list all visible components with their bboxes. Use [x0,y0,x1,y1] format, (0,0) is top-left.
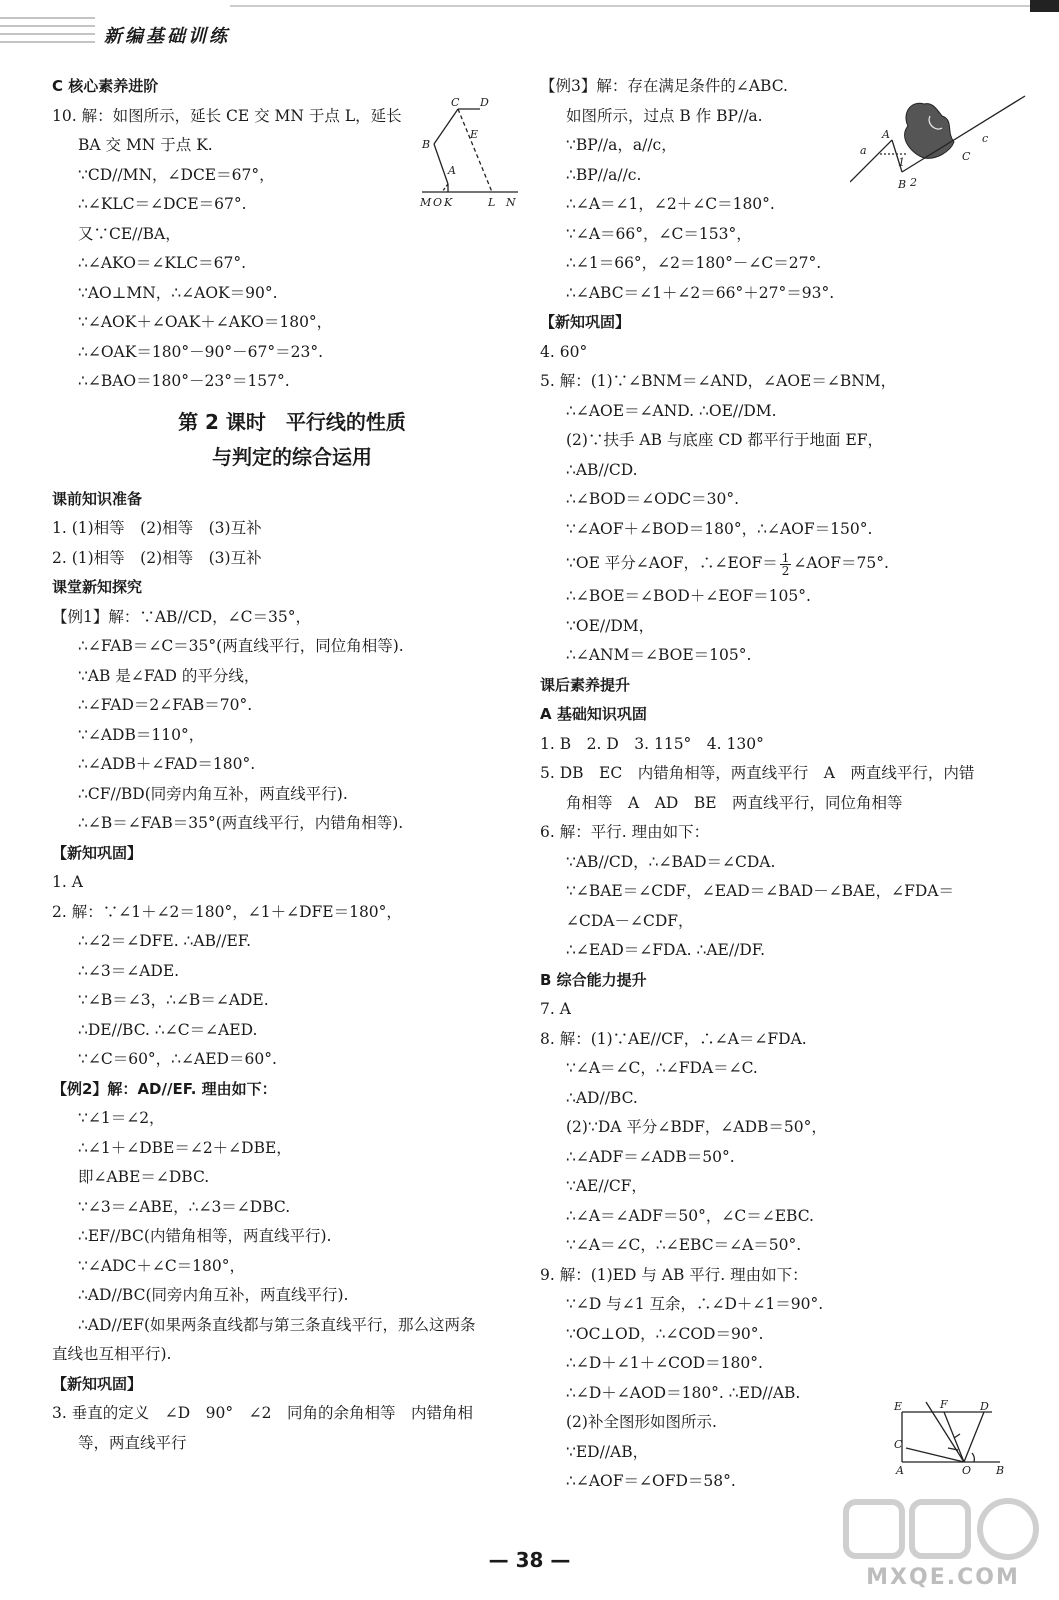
text-line: 2. (1)相等 (2)相等 (3)互补 [52,548,262,567]
text-line: ∴∠BAO＝180°－23°＝157°. [78,372,290,390]
text-line: 9. 解：(1)ED 与 AB 平行. 理由如下： [540,1265,808,1284]
section-heading: 【新知巩固】 [52,843,143,862]
text-line: ∴AD//BC(同旁内角互补，两直线平行). [78,1286,349,1304]
figure-problem-9 [888,1398,1018,1476]
page-number: — 38 — [488,1548,571,1572]
text-line: 【例1】解：∵AB//CD，∠C＝35°， [52,607,311,626]
text-line: 7. A [540,1000,571,1018]
section-heading: 【新知巩固】 [52,1374,143,1393]
text-line: ∵∠BAE＝∠CDF，∠EAD＝∠BAD－∠BAE，∠FDA＝ [566,882,954,900]
fig1-label-B: B [422,138,431,151]
text-line: ∵∠AOK＋∠OAK＋∠AKO＝180°， [78,313,333,331]
text-line: ∵∠D 与∠1 互余，∴∠D＋∠1＝90°. [566,1295,824,1313]
text-line: 1. (1)相等 (2)相等 (3)互补 [52,519,262,537]
fig3-label-O: O [962,1464,972,1476]
text-line: ∴∠AOE＝∠AND. ∴OE//DM. [566,401,777,420]
section-heading: 课后素养提升 [540,675,631,694]
text-line: ∵AE//CF， [566,1177,647,1195]
text-line: ∵BP//a，a//c， [566,136,677,154]
text-line: 【例3】解：存在满足条件的∠ABC. [540,77,788,95]
text-line: ∵AB//CD，∴∠BAD＝∠CDA. [566,852,776,871]
fig1-label-E: E [470,128,479,141]
fig1-label-C: C [451,96,460,109]
watermark-text: MXQE.COM [866,1565,1020,1590]
text-line: 即∠ABE＝∠DBC. [78,1168,210,1186]
text-segment: ∠AOF＝75°. [793,554,889,572]
text-line: ∴∠1＋∠DBE＝∠2＋∠DBE， [78,1138,292,1157]
section-heading: 【例2】解：AD//EF. 理由如下： [52,1079,277,1098]
text-line: ∴∠ADB＋∠FAD＝180°. [78,755,256,773]
text-line: 5. DB EC 内错角相等，两直线平行 A 两直线平行，内错 [540,764,975,782]
text-line: ∴∠A＝∠ADF＝50°，∠C＝∠EBC. [566,1206,814,1225]
text-line: ∴∠AOF＝∠OFD＝58°. [566,1472,736,1490]
fig3-label-F: F [940,1398,948,1411]
text-line: ∵∠A＝∠C，∴∠FDA＝∠C. [566,1059,758,1077]
right-column [540,72,1020,1497]
text-line: ∵OE//DM， [566,616,655,635]
text-line: ∵CD//MN，∠DCE＝67°， [78,165,275,184]
text-line: ∴∠BOE＝∠BOD＋∠EOF＝105°. [566,587,811,605]
text-line: ∴AD//EF(如果两条直线都与第三条直线平行，那么这两条 [78,1315,476,1334]
text-line: 3. 垂直的定义 ∠D 90° ∠2 同角的余角相等 内错角相 [52,1404,473,1422]
page-header [0,0,1059,60]
text-line: ∴∠2＝∠DFE. ∴AB//EF. [78,932,252,950]
fig3-label-B: B [996,1464,1005,1476]
text-line: ∴∠3＝∠ADE. [78,961,180,980]
text-line: ∴∠A＝∠1，∠2＋∠C＝180°. [566,195,775,213]
lesson-subtitle: 与判定的综合运用 [212,444,372,469]
text-line-with-fraction [540,544,1020,582]
left-column [52,72,532,1458]
fig2-label-B: B [898,178,907,191]
text-line: ∵∠ADB＝110°， [78,725,205,744]
text-line: ∴BP//a//c. [566,165,642,184]
figure-problem-10 [418,96,528,214]
text-line: ∴∠ANM＝∠BOE＝105°. [566,646,752,664]
text-line: ∵AO⊥MN，∴∠AOK＝90°. [78,283,278,302]
fig1-label-M: M [420,196,432,209]
text-line: ∴∠FAB＝∠C＝35°(两直线平行，同位角相等). [78,637,404,655]
lesson-title: 第 2 课时 平行线的性质 [178,409,406,434]
section-heading: 【新知巩固】 [540,313,631,331]
fraction-numerator: 1 [781,550,790,565]
text-line: 直线也互相平行). [52,1345,172,1363]
text-line: ∴∠OAK＝180°－90°－67°＝23°. [78,342,324,361]
text-line: ∵∠C＝60°，∴∠AED＝60°. [78,1050,277,1068]
figure-example-3 [850,94,1030,194]
text-line: ∵∠ADC＋∠C＝180°， [78,1256,246,1275]
fig1-label-D: D [480,96,489,109]
text-line: ∴AD//BC. [566,1088,638,1107]
fig1-label-N: N [506,196,516,209]
fig2-label-a: a [860,144,867,157]
text-line: ∠CDA－∠CDF， [566,911,694,930]
text-line: ∵OC⊥OD，∴∠COD＝90°. [566,1324,764,1343]
text-line: ∴∠EAD＝∠FDA. ∴AE//DF. [566,941,766,959]
text-line: (2)∵DA 平分∠BDF，∠ADB＝50°， [566,1118,827,1136]
fraction-one-half [780,552,792,577]
section-heading: C 核心素养进阶 [52,77,159,95]
fig1-label-A: A [448,164,456,177]
text-line: ∴∠B＝∠FAB＝35°(两直线平行，内错角相等). [78,814,404,832]
text-line: 1. B 2. D 3. 115° 4. 130° [540,734,764,753]
section-heading: B 综合能力提升 [540,970,647,989]
fig2-label-1: 1 [898,156,905,169]
text-line: 如图所示，过点 B 作 BP//a. [566,106,763,125]
fig3-label-D: D [980,1400,989,1413]
text-line: 等，两直线平行 [78,1433,187,1452]
text-line: 10. 解：如图所示，延长 CE 交 MN 于点 L，延长 [52,106,402,125]
text-line: ∴DE//BC. ∴∠C＝∠AED. [78,1020,258,1039]
text-line: ∴∠FAD＝2∠FAB＝70°. [78,696,253,714]
text-line: 又∵CE//BA， [78,224,181,243]
text-line: 4. 60° [540,342,588,361]
fig1-label-L: L [488,196,496,209]
text-line: ∴∠BOD＝∠ODC＝30°. [566,490,740,508]
text-line: BA 交 MN 于点 K. [78,136,213,154]
fig3-label-A: A [896,1464,904,1476]
text-line: 角相等 A AD BE 两直线平行，同位角相等 [566,793,903,812]
text-line: ∴∠AKO＝∠KLC＝67°. [78,254,247,272]
text-line: ∴EF//BC(内错角相等，两直线平行). [78,1227,332,1245]
text-line: ∴∠D＋∠1＋∠COD＝180°. [566,1354,763,1372]
text-line: ∵∠B＝∠3，∴∠B＝∠ADE. [78,991,269,1009]
text-line: ∵∠A＝∠C，∴∠EBC＝∠A＝50°. [566,1236,802,1254]
section-heading: 课堂新知探究 [52,578,143,596]
text-line: ∴∠1＝66°，∠2＝180°－∠C＝27°. [566,254,822,272]
text-line: 5. 解：(1)∵∠BNM＝∠AND，∠AOE＝∠BNM， [540,372,897,390]
text-line: ∵ED//AB， [566,1442,649,1461]
fig2-label-2: 2 [910,176,917,189]
text-line: 1. A [52,873,83,891]
text-line: ∵∠3＝∠ABE，∴∠3＝∠DBC. [78,1197,291,1216]
text-line: ∴AB//CD. [566,460,638,479]
section-heading: A 基础知识巩固 [540,705,647,723]
text-line: ∴∠D＋∠AOD＝180°. ∴ED//AB. [566,1383,801,1402]
text-line: ∴∠KLC＝∠DCE＝67°. [78,195,247,213]
text-line: ∴∠ABC＝∠1＋∠2＝66°＋27°＝93°. [566,283,835,302]
text-line: ∵AB 是∠FAD 的平分线， [78,666,260,685]
fraction-denominator: 2 [781,563,790,578]
text-line: (2)补全图形如图所示. [566,1413,717,1431]
text-line: 2. 解：∵∠1＋∠2＝180°，∠1＋∠DFE＝180°， [52,902,402,921]
section-heading: 课前知识准备 [52,489,143,508]
text-line: 6. 解：平行. 理由如下： [540,823,710,841]
text-line: ∵∠A＝66°，∠C＝153°， [566,224,752,243]
text-line: 8. 解：(1)∵AE//CF，∴∠A＝∠FDA. [540,1029,807,1048]
fig2-label-c: c [982,132,989,145]
fig3-label-C: C [894,1438,903,1451]
text-line: ∴∠ADF＝∠ADB＝50°. [566,1147,735,1166]
fig3-label-E: E [894,1400,903,1413]
fig1-label-K: K [444,196,453,209]
text-line: ∵∠1＝∠2， [78,1109,165,1127]
fig1-label-O: O [433,196,443,209]
text-line: ∵∠AOF＋∠BOD＝180°，∴∠AOF＝150°. [566,519,873,538]
fig2-label-C: C [962,150,971,163]
text-line: ∴CF//BD(同旁内角互补，两直线平行). [78,784,348,803]
header-title: 新编基础训练 [104,26,230,47]
fig2-label-A: A [882,128,890,141]
text-line: (2)∵扶手 AB 与底座 CD 都平行于地面 EF， [566,431,884,449]
text-segment: ∵OE 平分∠AOF，∴∠EOF＝ [566,554,778,572]
